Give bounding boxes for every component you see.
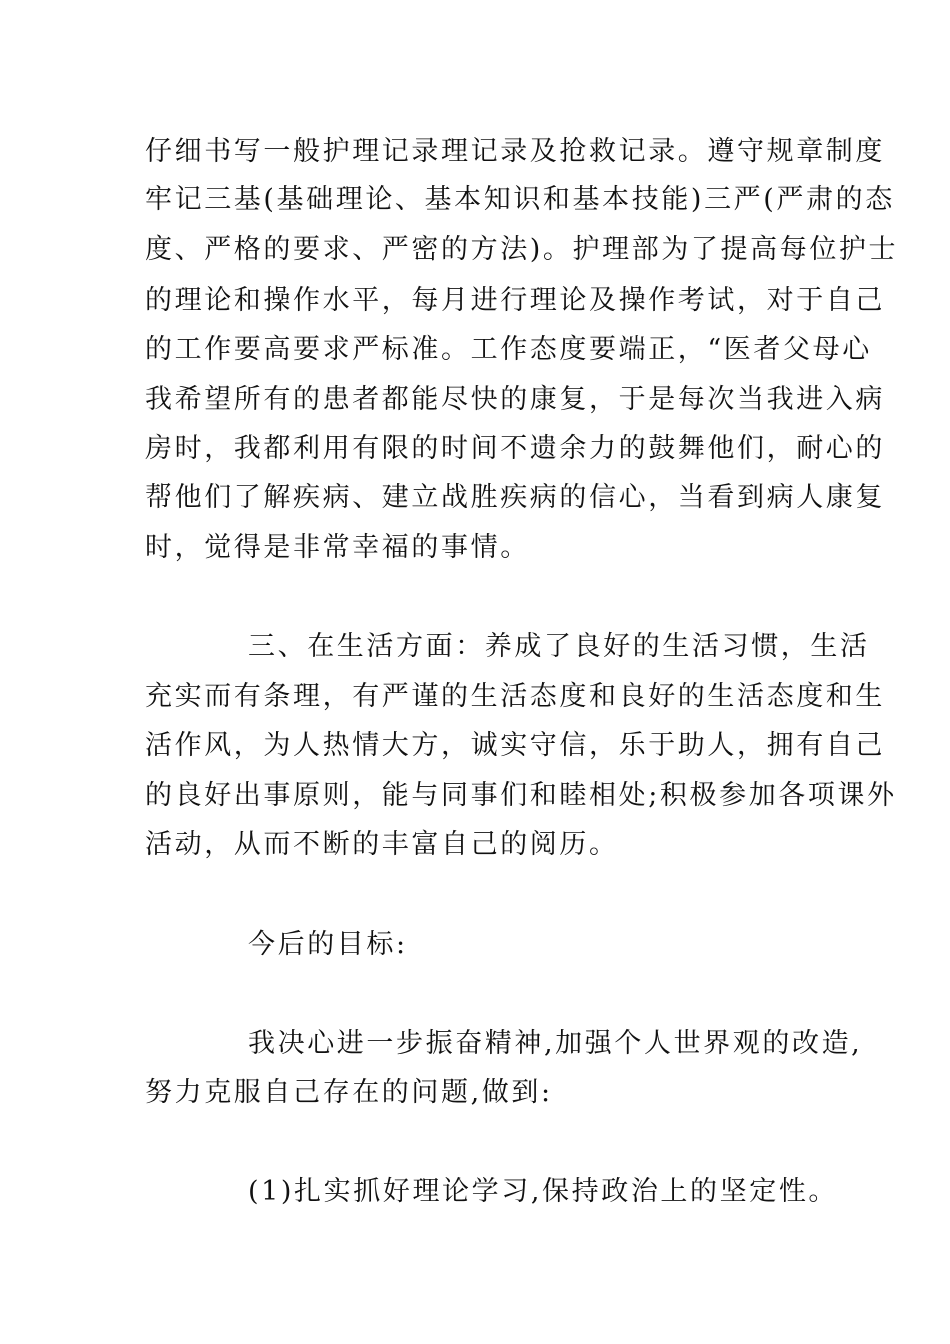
list-item: (1)扎实抓好理论学习,保持政治上的坚定性。 <box>248 1176 839 1207</box>
text-line: 努力克服自己存在的问题,做到: <box>145 1077 553 1108</box>
text-line: 仔细书写一般护理记录理记录及抢救记录。遵守规章制度 <box>145 136 885 167</box>
text-line: 活动，从而不断的丰富自己的阅历。 <box>145 829 619 860</box>
text-line: 时，觉得是非常幸福的事情。 <box>145 532 530 563</box>
text-line: 度、严格的要求、严密的方法)。护理部为了提高每位护士 <box>145 234 899 265</box>
text-line: 充实而有条理，有严谨的生活态度和良好的生活态度和生 <box>145 681 885 712</box>
section-heading-goals: 今后的目标: <box>248 929 408 960</box>
text-line: 我希望所有的患者都能尽快的康复，于是每次当我进入病 <box>145 384 885 415</box>
text-line: 活作风，为人热情大方，诚实守信，乐于助人，拥有自己 <box>145 730 885 761</box>
text-line: 的理论和操作水平，每月进行理论及操作考试，对于自己 <box>145 285 885 316</box>
text-line: 牢记三基(基础理论、基本知识和基本技能)三严(严肃的态 <box>145 184 895 215</box>
text-line: 的良好出事原则，能与同事们和睦相处;积极参加各项课外 <box>145 780 897 811</box>
text-line: 的工作要高要求严标准。工作态度要端正，“医者父母心 <box>145 334 872 365</box>
text-line: 房时，我都利用有限的时间不遗余力的鼓舞他们，耐心的 <box>145 433 885 464</box>
text-line: 帮他们了解疾病、建立战胜疾病的信心，当看到病人康复 <box>145 482 885 513</box>
text-line: 三、在生活方面：养成了良好的生活习惯，生活 <box>248 631 870 662</box>
text-line: 我决心进一步振奋精神,加强个人世界观的改造, <box>248 1028 863 1059</box>
